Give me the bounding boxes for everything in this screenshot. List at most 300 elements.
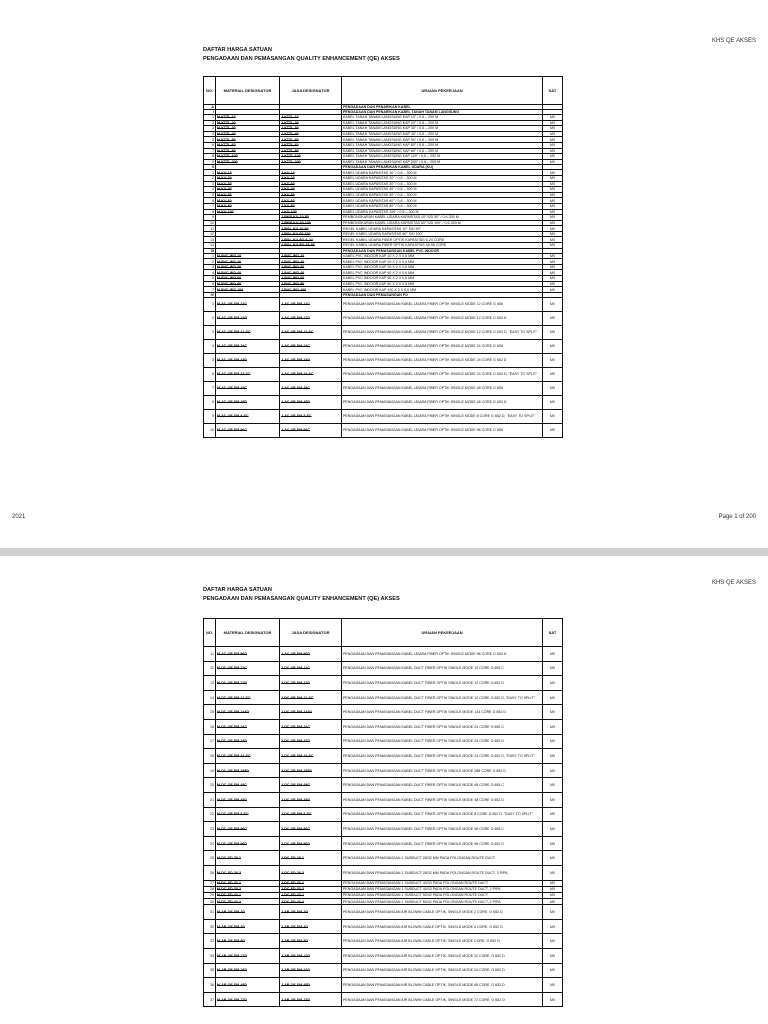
cell-uraian: PENGADAAN DAN PEMASANGAN AIR BLOWN CABLE OPTIK, SINGLE MODE 72 CORE, G 652 D — [342, 992, 543, 1007]
cell-uraian: PENGADAAN DAN PEMASANGAN KABEL UDARA FIBER OPTIK SINGLE MODE 48 CORE G 652 D — [342, 395, 543, 409]
cell-jasa-designator: J-DC-OF-SM-24D — [280, 734, 342, 749]
cell-sat: M/I — [543, 949, 563, 964]
cell-sat: M/I — [543, 137, 563, 143]
cell-jasa-designator: J-AB-OF-SM-8D — [280, 934, 342, 949]
cell-jasa-designator: J-AC-OF-SM-48D — [280, 395, 342, 409]
table-row — [204, 836, 563, 851]
cell-material-designator: M-KTTL-100 — [216, 154, 280, 160]
cell-sat: M/I — [543, 963, 563, 978]
cell-no: 6 — [204, 281, 216, 287]
table-row — [204, 647, 563, 662]
cell-sat: M/I — [543, 705, 563, 720]
cell-sat: M/I — [543, 131, 563, 137]
cell-material-designator: M-AB-OF-SM-8D — [216, 934, 280, 949]
cell-material-designator: M-AC-OF-SM-48C — [216, 381, 280, 395]
cell-material-designator: M-KU-60 — [216, 198, 280, 204]
table-row — [204, 719, 563, 734]
cell-sat: M/I — [543, 203, 563, 209]
table-row — [204, 734, 563, 749]
title-line-1: DAFTAR HARGA SATUAN — [203, 587, 272, 593]
cell-uraian: PENGADAAN DAN PEMASANGAN KABEL UDARA FIBER OPTIK SINGLE MODE 24 CORE G 652 D — [342, 353, 543, 367]
cell-sat: M/I — [543, 159, 563, 165]
title-line-2: PENGADAAN DAN PEMASANGAN QUALITY ENHANCEMENT (QE) AKSES — [203, 56, 400, 62]
cell-material-designator: M-AC-OF-SM-24D — [216, 353, 280, 367]
cell-uraian: PENGADAAN DAN PENARIKAN KABEL — [342, 105, 543, 110]
cell-uraian: KABEL UDARA KAPASITAS 50" / 0,6 – 300 M — [342, 192, 543, 198]
cell-uraian: PEMBONGKARAN KABEL UDARA KAPASITAS 10" S/D 50" / 0,6-300 M — [342, 215, 543, 221]
cell-jasa-designator: J-DC-SD-43-1 — [280, 892, 342, 898]
table-body — [204, 105, 563, 438]
cell-sat: M/I — [543, 126, 563, 132]
cell-jasa-designator: J-AC-OF-SM-24C — [280, 339, 342, 353]
cell-no: 27 — [204, 880, 216, 886]
cell-uraian: PENGADAAN DAN PEMASANGAN KABEL DUCT FIBER OPTIK SINGLE MODE 48 CORE G 652 D — [342, 792, 543, 807]
document-page-2 — [0, 556, 768, 1024]
cell-uraian: PENGADAAN DAN PEMASANGAN KABEL DUCT FIBER OPTIK SINGLE MODE 24 CORE G 652 D, "EASY TO SPLIT" — [342, 749, 543, 764]
cell-jasa-designator: J-KU-100 — [280, 209, 342, 215]
cell-sat: M/I — [543, 243, 563, 249]
cell-uraian: KABEL PVC INDOOR KAP 20 X 2 X 0,6 MM — [342, 259, 543, 265]
cell-material-designator: M-KU-30 — [216, 181, 280, 187]
table-row — [204, 705, 563, 720]
table-row — [204, 325, 563, 339]
cell-jasa-designator: J-AC-OF-SM-48C — [280, 381, 342, 395]
table-row — [204, 409, 563, 423]
price-table — [203, 618, 563, 1007]
cell-uraian: KABEL TANAH TANAM LANGSUNG KAP 100" / 0,6 – 200 M — [342, 154, 543, 160]
cell-jasa-designator: J-RGL-KU-FO-6-24 — [280, 237, 342, 243]
cell-material-designator: M-DC-SD-43-1 — [216, 892, 280, 898]
cell-material-designator: M-AC-OF-SM-48D — [216, 395, 280, 409]
table-row — [204, 865, 563, 880]
cell-jasa-designator: J-PVC-IND-40 — [280, 270, 342, 276]
cell-no: 30 — [204, 899, 216, 905]
cell-no: 29 — [204, 892, 216, 898]
table-row — [204, 381, 563, 395]
cell-uraian: KABEL TANAH TANAM LANGSUNG KAP 20" / 0,6 – 200 M — [342, 120, 543, 126]
cell-sat: M/I — [543, 339, 563, 353]
cell-sat: M/I — [543, 287, 563, 293]
cell-uraian: KABEL TANAH TANAM LANGSUNG KAP 200" / 0,6 – 200 M — [342, 159, 543, 165]
cell-uraian: KABEL UDARA KAPASITAS 40" / 0,6 – 300 M — [342, 187, 543, 193]
cell-no: 19 — [204, 763, 216, 778]
cell-no: 8 — [204, 154, 216, 160]
table-row — [204, 807, 563, 822]
cell-sat: M/I — [543, 919, 563, 934]
table-header-row — [204, 619, 563, 647]
col-header-sat: SAT — [543, 77, 563, 105]
cell-sat: M/I — [543, 198, 563, 204]
cell-material-designator: M-AB-OF-SM-12D — [216, 949, 280, 964]
cell-jasa-designator: J-KTTL-40 — [280, 131, 342, 137]
cell-sat: M/I — [543, 899, 563, 905]
col-header-no: NO. — [204, 77, 216, 105]
cell-material-designator: M-KU-40 — [216, 187, 280, 193]
col-header-no: NO. — [204, 619, 216, 647]
table-row — [204, 992, 563, 1007]
cell-sat: M/I — [543, 231, 563, 237]
cell-sat: M/I — [543, 353, 563, 367]
cell-uraian: PENGADAAN DAN PEMASANGAN AIR BLOWN CABLE OPTIK, SINGLE MODE 24 CORE, G 652 D — [342, 963, 543, 978]
cell-uraian: PENGADAAN DAN PEMASANGAN KABEL UDARA FIBER OPTIK SINGLE MODE 12 CORE G 652 D — [342, 311, 543, 325]
cell-sat: M/I — [543, 865, 563, 880]
cell-sat: M/I — [543, 763, 563, 778]
cell-material-designator: M-DC-OF-SM-12-SC — [216, 690, 280, 705]
cell-uraian: PENGADAAN DAN PEMASANGAN KABEL DUCT FIBER OPTIK SINGLE MODE 24 CORE G 655 C — [342, 719, 543, 734]
table-row — [204, 905, 563, 920]
cell-no: 1 — [204, 170, 216, 176]
cell-no: 12 — [204, 661, 216, 676]
cell-jasa-designator: J-KTTL-20 — [280, 120, 342, 126]
cell-uraian: KABEL PVC INDOOR KAP 10 X 2 X 0,6 MM — [342, 253, 543, 259]
cell-sat: M/I — [543, 259, 563, 265]
table-row — [204, 423, 563, 437]
table-row — [204, 353, 563, 367]
cell-no: 26 — [204, 865, 216, 880]
cell-jasa-designator: J-KU-10 — [280, 170, 342, 176]
cell-no: 1 — [204, 253, 216, 259]
cell-jasa-designator: J-AB-OF-SM-72D — [280, 992, 342, 1007]
col-header-uraian-pekerjaan: URAIAN PEKERJAAN — [342, 77, 543, 105]
table-row — [204, 690, 563, 705]
cell-sat: M/I — [543, 886, 563, 892]
cell-jasa-designator: J-KTTL-10 — [280, 115, 342, 121]
cell-material-designator: M-DC-OF-SM-48C — [216, 778, 280, 793]
cell-no: 20 — [204, 778, 216, 793]
cell-uraian: KABEL UDARA KAPASITAS 100" / 0,6 – 300 M — [342, 209, 543, 215]
cell-no: 3 — [204, 325, 216, 339]
cell-jasa-designator: J-AC-OF-SM-96D — [280, 647, 342, 662]
cell-no: 8 — [204, 395, 216, 409]
cell-no: 7 — [204, 287, 216, 293]
cell-uraian: PENGADAAN DAN PEMASANGAN KABEL UDARA FIBER OPTIK SINGLE MODE 12 CORE G 652 D, "EASY TO SPLIT" — [342, 325, 543, 339]
cell-material-designator: M-KU-50 — [216, 192, 280, 198]
cell-sat: M/I — [543, 676, 563, 691]
cell-jasa-designator: J-KU-40 — [280, 187, 342, 193]
cell-sat: M/I — [543, 851, 563, 866]
table-row — [204, 851, 563, 866]
page-separator — [0, 548, 768, 556]
cell-uraian: PENGADAAN DAN PEMASANGAN 1 SUBDUCT 28/32 MM PADA POLONGAN ROUTE DUCT, 3 PIPA — [342, 865, 543, 880]
cell-material-designator: M-AC-OF-SM-12D — [216, 311, 280, 325]
cell-jasa-designator: J-DC-OF-SM-12C — [280, 661, 342, 676]
cell-no: 5 — [204, 137, 216, 143]
col-header-jasa-designator: JASA DESIGNATOR — [280, 77, 342, 105]
cell-no: I — [204, 110, 216, 115]
cell-jasa-designator: J-DC-SD-33-1 — [280, 880, 342, 886]
cell-material-designator: M-AB-OF-SM-4D — [216, 919, 280, 934]
cell-material-designator: M-PVC-IND-10 — [216, 253, 280, 259]
cell-jasa-designator: J-KTTL-100 — [280, 154, 342, 160]
cell-jasa-designator: J-KTTL-80 — [280, 148, 342, 154]
cell-jasa-designator: J-PVC-IND-60 — [280, 276, 342, 282]
cell-no: IV — [204, 292, 216, 297]
cell-uraian: KABEL UDARA KAPASITAS 10" / 0,6 – 300 M — [342, 170, 543, 176]
cell-material-designator: M-KTTL-10 — [216, 115, 280, 121]
cell-material-designator: M-DC-SD-33-2 — [216, 886, 280, 892]
cell-sat: M/I — [543, 325, 563, 339]
cell-material-designator: M-KU-10 — [216, 170, 280, 176]
cell-jasa-designator: J-DC-OF-SM-48C — [280, 778, 342, 793]
cell-uraian: PENGADAAN DAN PEMASANGAN AIR BLOWN CABLE OPTIK, SINGLE MODE CORE, G 652 D — [342, 934, 543, 949]
table-row — [204, 963, 563, 978]
cell-uraian: PENGADAAN DAN PEMASANGAN 1 SUBDUCT 28/32 MM PADA POLONGAN ROUTE DUCT — [342, 851, 543, 866]
cell-no: III — [204, 248, 216, 253]
cell-uraian: REGEL KABEL UDARA FIBER OPTIK KAPASITAS 6-24 CORE — [342, 237, 543, 243]
cell-sat: M/I — [543, 170, 563, 176]
cell-no: 37 — [204, 992, 216, 1007]
cell-sat: M/I — [543, 892, 563, 898]
cell-uraian: PENGADAAN DAN PEMASANGAN KABEL UDARA FIBER OPTIK SINGLE MODE 24 CORE G 655 — [342, 339, 543, 353]
cell-no: 7 — [204, 148, 216, 154]
cell-no: 16 — [204, 719, 216, 734]
cell-no: 33 — [204, 934, 216, 949]
cell-jasa-designator: J-PVC-IND-20 — [280, 259, 342, 265]
cell-no: 10 — [204, 423, 216, 437]
cell-no: 2 — [204, 120, 216, 126]
cell-jasa-designator: J-DC-OF-SM-48D — [280, 792, 342, 807]
cell-uraian: PENGADAAN DAN PEMASANGAN KABEL UDARA FIBER OPTIK SINGLE MODE 12 CORE G 655 — [342, 297, 543, 311]
cell-uraian: PENGADAAN DAN PEMASANGAN 1 SUBDUCT 40/33 PADA POLONGAN ROUTE DUCT, 2 PIPA — [342, 886, 543, 892]
cell-no: 15 — [204, 705, 216, 720]
document-title — [203, 46, 400, 64]
cell-jasa-designator: J-DC-OF-SM-96D — [280, 836, 342, 851]
cell-material-designator: M-AB-OF-SM-2D — [216, 905, 280, 920]
cell-no: 4 — [204, 131, 216, 137]
cell-sat: M/I — [543, 719, 563, 734]
cell-jasa-designator: J-PVC-IND-10 — [280, 253, 342, 259]
cell-sat: M/I — [543, 297, 563, 311]
table-row — [204, 339, 563, 353]
cell-material-designator: M-KTTL-60 — [216, 142, 280, 148]
cell-uraian: PENGADAAN DAN PEMASANGAN KABEL DUCT FIBER OPTIK SINGLE MODE 12 CORE G 655 C — [342, 661, 543, 676]
table-row — [204, 676, 563, 691]
document-title — [203, 586, 400, 604]
cell-sat: M/I — [543, 276, 563, 282]
cell-sat: M/I — [543, 822, 563, 837]
cell-jasa-designator: J-KU-30 — [280, 181, 342, 187]
cell-material-designator: M-PVC-IND-20 — [216, 259, 280, 265]
cell-material-designator: M-AC-OF-SM-8-SC — [216, 409, 280, 423]
cell-no: 5 — [204, 192, 216, 198]
col-header-material-designator: MATERIAL DESIGNATOR — [216, 77, 280, 105]
cell-material-designator: M-AC-OF-SM-96D — [216, 647, 280, 662]
cell-uraian: KABEL PVC INDOOR KAP 100 X 2 X 0,6 MM — [342, 287, 543, 293]
cell-sat: M/I — [543, 237, 563, 243]
cell-uraian: KABEL TANAH TANAM LANGSUNG KAP 80" / 0,6 – 200 M — [342, 148, 543, 154]
cell-sat: M/I — [543, 934, 563, 949]
cell-material-designator: M-PVC-IND-100 — [216, 287, 280, 293]
cell-sat: M/I — [543, 647, 563, 662]
cell-material-designator: M-DC-OF-SM-24C — [216, 719, 280, 734]
cell-jasa-designator: J-AB-OF-SM-24D — [280, 963, 342, 978]
cell-uraian: PENGADAAN DAN PEMASANGAN KABEL DUCT FIBER OPTIK SINGLE MODE 12 CORE G 652 D, "EASY TO SPLIT" — [342, 690, 543, 705]
cell-sat: M/I — [543, 154, 563, 160]
cell-uraian: PENGADAAN DAN PEMASANGAN KABEL UDARA FIBER OPTIK SINGLE MODE 8 CORE G 652 D, "EASY TO SPLIT" — [342, 409, 543, 423]
cell-jasa-designator: J-DC-OF-SM-12D — [280, 676, 342, 691]
table-row — [204, 311, 563, 325]
cell-uraian: PENGADAAN DAN PEMASANGAN KABEL PVC INDOOR — [342, 248, 543, 253]
cell-material-designator: M-KTTL-50 — [216, 137, 280, 143]
cell-jasa-designator: J-DC-OF-SM-288D — [280, 763, 342, 778]
cell-material-designator: M-DC-OF-SM-96D — [216, 836, 280, 851]
cell-material-designator: M-DC-OF-SM-48D — [216, 792, 280, 807]
cell-material-designator: M-DC-OF-SM-96C — [216, 822, 280, 837]
cell-uraian: KABEL UDARA KAPASITAS 60" / 0,6 – 300 M — [342, 198, 543, 204]
cell-material-designator: M-DC-OF-SM-24D — [216, 734, 280, 749]
cell-no: 14 — [204, 243, 216, 249]
table-row — [204, 978, 563, 993]
col-header-uraian-pekerjaan: URAIAN PEKERJAAN — [342, 619, 543, 647]
cell-material-designator: M-DC-SD-28-1 — [216, 851, 280, 866]
cell-no: 4 — [204, 270, 216, 276]
cell-uraian: REGEL KABEL UDARA FIBER OPTIK KAPASITAS 48-96 CORE — [342, 243, 543, 249]
cell-jasa-designator: J-DC-OF-SM-96C — [280, 822, 342, 837]
cell-uraian: PENGADAAN DAN PEMASANGAN KABEL UDARA FIBER OPTIK SINGLE MODE 24 CORE G 652 D, "EASY TO SPLIT" — [342, 367, 543, 381]
table-row — [204, 778, 563, 793]
cell-jasa-designator: J-AB-OF-SM-2D — [280, 905, 342, 920]
cell-material-designator: M-KTTL-40 — [216, 131, 280, 137]
cell-jasa-designator: J-DC-OF-SM-144D — [280, 705, 342, 720]
cell-sat: M/I — [543, 778, 563, 793]
cell-sat: M/I — [543, 409, 563, 423]
cell-jasa-designator: J-DC-OF-SM-24C — [280, 719, 342, 734]
cell-no: 10 — [204, 220, 216, 226]
cell-sat: M/I — [543, 192, 563, 198]
cell-jasa-designator: J-RGL-KU-10-50 — [280, 226, 342, 232]
cell-sat: M/I — [543, 226, 563, 232]
cell-uraian: PENGADAAN DAN PEMASANGAN AIR BLOWN CABLE OPTIK, SINGLE MODE 48 CORE, G 652 D — [342, 978, 543, 993]
cell-jasa-designator: J-DC-OF-SM-12-SC — [280, 690, 342, 705]
cell-no: 9 — [204, 409, 216, 423]
cell-sat: M/I — [543, 367, 563, 381]
cell-material-designator: M-KU-100 — [216, 209, 280, 215]
table-row — [204, 792, 563, 807]
cell-material-designator: M-KTTL-30 — [216, 126, 280, 132]
cell-jasa-designator: J-KTTL-60 — [280, 142, 342, 148]
cell-jasa-designator: J-BKR-KU-10-50 — [280, 215, 342, 221]
cell-sat: M/I — [543, 905, 563, 920]
cell-jasa-designator: J-KU-80 — [280, 203, 342, 209]
cell-jasa-designator: J-PVC-IND-100 — [280, 287, 342, 293]
cell-sat: M/I — [543, 880, 563, 886]
cell-material-designator: M-PVC-IND-40 — [216, 270, 280, 276]
cell-uraian: PENGADAAN DAN PEMASANGAN 1 SUBDUCT 40/33 PADA POLONGAN ROUTE DUCT — [342, 880, 543, 886]
cell-uraian: PENGADAAN DAN PEMASANGAN KABEL DUCT FIBER OPTIK SINGLE MODE 24 CORE G 652 D — [342, 734, 543, 749]
cell-jasa-designator: J-AC-OF-SM-12C — [280, 297, 342, 311]
cell-no: 3 — [204, 126, 216, 132]
table-row — [204, 949, 563, 964]
table-row — [204, 822, 563, 837]
cell-sat: M/I — [543, 978, 563, 993]
cell-no: 6 — [204, 367, 216, 381]
cell-uraian: REGEL KABEL UDARA KAPASITAS 10" S/D 50" — [342, 226, 543, 232]
cell-material-designator: M-PVC-IND-30 — [216, 264, 280, 270]
cell-no: 5 — [204, 276, 216, 282]
cell-no: 3 — [204, 264, 216, 270]
cell-no: 23 — [204, 822, 216, 837]
cell-no: 14 — [204, 690, 216, 705]
cell-material-designator: M-PVC-IND-60 — [216, 276, 280, 282]
cell-uraian: PENGADAAN DAN PEMASANGAN KABEL DUCT FIBER OPTIK SINGLE MODE 96 CORE G 655 C — [342, 822, 543, 837]
cell-material-designator: M-KU-80 — [216, 203, 280, 209]
cell-uraian: PENGADAAN DAN PEMASANGAN KABEL UDARA FIBER OPTIK SINGLE MODE 96 CORE G 655 — [342, 423, 543, 437]
cell-material-designator: M-DC-OF-SM-12D — [216, 676, 280, 691]
cell-uraian: PENGADAAN DAN PEMASANGAN AIR BLOWN CABLE OPTIK, SINGLE MODE 12 CORE, G 652 D — [342, 949, 543, 964]
cell-uraian: PENGADAAN DAN PENARIKAN KABEL TANAH TANAM LANGSUNG — [342, 110, 543, 115]
cell-uraian: PENGADAAN DAN PEMASANGAN KABEL DUCT FIBER OPTIK SINGLE MODE 144 CORE G 652 D — [342, 705, 543, 720]
cell-no: 1 — [204, 297, 216, 311]
cell-uraian: KABEL TANAH TANAM LANGSUNG KAP 40" / 0,6 – 200 M — [342, 131, 543, 137]
cell-material-designator: M-DC-OF-SM-12C — [216, 661, 280, 676]
page-number: Page 1 of 200 — [718, 514, 756, 520]
cell-no: 9 — [204, 215, 216, 221]
cell-no: 12 — [204, 231, 216, 237]
table-row — [204, 395, 563, 409]
col-header-jasa-designator: JASA DESIGNATOR — [280, 619, 342, 647]
cell-jasa-designator: J-AB-OF-SM-48D — [280, 978, 342, 993]
cell-sat: M/I — [543, 690, 563, 705]
col-header-material-designator: MATERIAL DESIGNATOR — [216, 619, 280, 647]
cell-uraian: KABEL UDARA KAPASITAS 30" / 0,6 – 300 M — [342, 181, 543, 187]
table-row — [204, 763, 563, 778]
cell-sat: M/I — [543, 115, 563, 121]
document-code: KHS QE AKSES — [711, 580, 756, 586]
cell-uraian: PENGADAAN DAN PEMASANGAN AIR BLOWN CABLE OPTIK, SINGLE MODE 4 CORE, G 652 D — [342, 919, 543, 934]
cell-material-designator: M-KTTL-80 — [216, 148, 280, 154]
cell-uraian: KABEL UDARA KAPASITAS 80" / 0,6 – 300 M — [342, 203, 543, 209]
cell-uraian: PENGADAAN DAN PEMASANGAN KABEL DUCT FIBER OPTIK SINGLE MODE 288 CORE G 652 D — [342, 763, 543, 778]
cell-uraian: KABEL TANAH TANAM LANGSUNG KAP 10" / 0,6 – 200 M — [342, 115, 543, 121]
cell-no: 11 — [204, 647, 216, 662]
cell-uraian: KABEL TANAH TANAM LANGSUNG KAP 50" / 0,6 – 200 M — [342, 137, 543, 143]
cell-sat: M/I — [543, 381, 563, 395]
cell-uraian: PENGADAAN DAN PEMASANGAN KABEL UDARA FIBER OPTIK SINGLE MODE 48 CORE G 655 — [342, 381, 543, 395]
cell-sat: M/I — [543, 215, 563, 221]
cell-jasa-designator: J-PVC-IND-80 — [280, 281, 342, 287]
cell-sat: M/I — [543, 120, 563, 126]
title-line-2: PENGADAAN DAN PEMASANGAN QUALITY ENHANCEMENT (QE) AKSES — [203, 596, 400, 602]
cell-material-designator: M-PVC-IND-80 — [216, 281, 280, 287]
cell-jasa-designator: J-DC-SD-33-2 — [280, 886, 342, 892]
cell-uraian: KABEL UDARA KAPASITAS 20" / 0,6 – 300 M — [342, 175, 543, 181]
cell-no: 8 — [204, 209, 216, 215]
table-row — [204, 919, 563, 934]
cell-sat: M/I — [543, 220, 563, 226]
cell-uraian: PENGADAAN DAN PEMASANGAN FO — [342, 292, 543, 297]
table-row — [204, 297, 563, 311]
cell-sat: M/I — [543, 187, 563, 193]
cell-jasa-designator: J-KTTL-200 — [280, 159, 342, 165]
cell-material-designator: M-AC-OF-SM-12-SC — [216, 325, 280, 339]
col-header-sat: SAT — [543, 619, 563, 647]
cell-sat: M/I — [543, 281, 563, 287]
cell-material-designator: M-KU-20 — [216, 175, 280, 181]
cell-uraian: PENGADAAN DAN PEMASANGAN AIR BLOWN CABLE OPTIK, SINGLE MODE 2 CORE, G 652 D — [342, 905, 543, 920]
cell-material-designator: M-KTTL-20 — [216, 120, 280, 126]
cell-uraian: PENGADAAN DAN PEMASANGAN KABEL DUCT FIBER OPTIK SINGLE MODE 48 CORE G 655 C — [342, 778, 543, 793]
table-body — [204, 647, 563, 1007]
cell-uraian: KABEL PVC INDOOR KAP 60 X 2 X 0,6 MM — [342, 276, 543, 282]
cell-no: 31 — [204, 905, 216, 920]
table-row — [204, 749, 563, 764]
cell-sat: M/I — [543, 311, 563, 325]
cell-jasa-designator: J-DC-SD-28-3 — [280, 865, 342, 880]
cell-jasa-designator: J-AC-OF-SM-12-SC — [280, 325, 342, 339]
cell-uraian: REGEL KABEL UDARA KAPASITAS 60" S/D 100" — [342, 231, 543, 237]
cell-jasa-designator: J-RGL-KU-FO-48-96 — [280, 243, 342, 249]
cell-sat: M/I — [543, 181, 563, 187]
